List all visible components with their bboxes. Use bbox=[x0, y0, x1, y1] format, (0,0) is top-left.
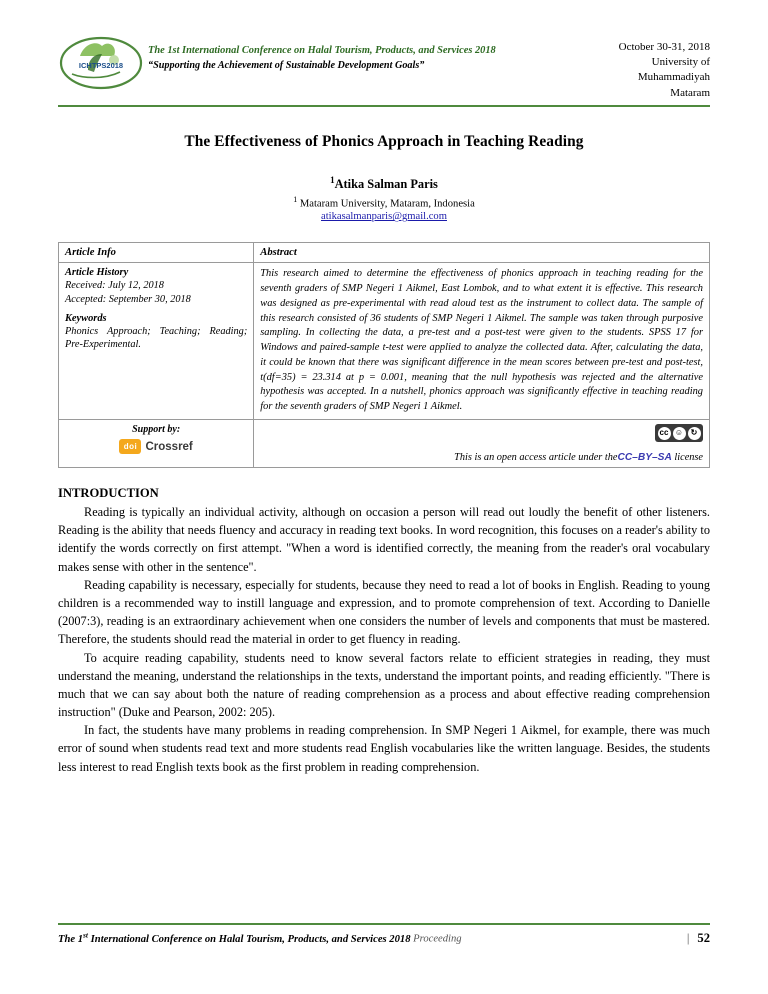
page-number: 52 bbox=[697, 931, 710, 945]
cc-by-icon: ☺ bbox=[673, 427, 686, 440]
affiliation-label: Mataram University, Mataram, Indonesia bbox=[299, 198, 475, 210]
footer-proceeding-label: Proceeding bbox=[413, 934, 462, 945]
body-paragraph-2: Reading capability is necessary, especially for students, because they need to read a lot of books in English. Reading to young children is a recommended way to instill language and expression, and to promote comprehension of text. According to Danielle (2007:3), reading is an extraordinary achievement when one considers the number of levels and components that must be mastered. Therefore, the students should read the material in order to get fluency in reading. bbox=[58, 577, 710, 647]
creative-commons-icon[interactable] bbox=[655, 424, 703, 442]
venue-line-2: Muhammadiyah bbox=[637, 71, 710, 84]
svg-text:ICHTPS2018: ICHTPS2018 bbox=[78, 61, 124, 70]
affiliation bbox=[58, 195, 710, 210]
header-conference-text bbox=[144, 34, 560, 72]
license-cell bbox=[254, 420, 710, 468]
email-link[interactable]: atikasalmanparis@gmail.com bbox=[321, 211, 447, 223]
author-label: Atika Salman Paris bbox=[334, 176, 438, 191]
cc-mark-icon: cc bbox=[658, 427, 671, 440]
author-name bbox=[58, 175, 710, 192]
author-email bbox=[58, 211, 710, 222]
cc-sa-icon: ↻ bbox=[688, 427, 701, 440]
article-info-cell bbox=[59, 263, 254, 420]
footer-page-block bbox=[687, 931, 710, 946]
table-row-content bbox=[59, 263, 710, 420]
article-history-label: Article History bbox=[65, 267, 129, 279]
abstract-cell bbox=[254, 263, 710, 420]
license-prefix: This is an open access article under the bbox=[454, 452, 618, 463]
license-suffix: license bbox=[671, 452, 703, 463]
body-paragraph-1: Reading is typically an individual activity, although on occasion a person will read out loudly the benefit of other listeners. Reading is the ability that needs fluency and accuracy in reading text books. In word recognition, this focuses on a reader's ability to identify the words correctly on first attempt. "When a word is identified correctly, the meaning from the reader's oral vocabulary makes sense with other in the sentence". bbox=[58, 505, 710, 574]
page-footer bbox=[58, 923, 710, 946]
body-paragraph-4: In fact, the students have many problems in reading comprehension. In SMP Negeri 1 Aikmel, for example, there was much error of sound when students read text and more students read English vocabularies like the written language. Besides, the students less interest to read English texts book as the first problem in reading comprehension. bbox=[58, 723, 710, 774]
table-row-footer bbox=[59, 420, 710, 468]
header-venue-block bbox=[560, 34, 710, 101]
support-cell bbox=[59, 420, 254, 468]
footer-conference-title: The 1st International Conference on Halal Tourism, Products, and Services 2018 bbox=[58, 930, 411, 945]
conference-date: October 30-31, 2018 bbox=[618, 41, 710, 53]
received-date: Received: July 12, 2018 bbox=[65, 280, 164, 292]
article-info-table bbox=[58, 242, 710, 468]
license-statement bbox=[260, 442, 703, 463]
affiliation-superscript: 1 bbox=[293, 194, 298, 204]
support-label: Support by: bbox=[132, 424, 181, 435]
table-row-headers bbox=[59, 243, 710, 263]
keywords-text: Phonics Approach; Teaching; Reading; Pre-Experimental. bbox=[65, 325, 248, 351]
article-info-header: Article Info bbox=[59, 243, 254, 263]
footer-separator: | bbox=[686, 931, 690, 945]
crossref-label: Crossref bbox=[145, 440, 193, 453]
accepted-date: Accepted: September 30, 2018 bbox=[65, 293, 191, 305]
conference-title: The 1st International Conference on Halal Tourism, Products, and Services 2018 bbox=[148, 45, 496, 56]
doi-icon: doi bbox=[119, 439, 141, 454]
venue-line-1: University of bbox=[651, 56, 710, 69]
section-heading-introduction: INTRODUCTION bbox=[58, 486, 159, 500]
conference-logo-icon bbox=[58, 34, 144, 92]
footer-text bbox=[58, 930, 687, 945]
page-header bbox=[58, 34, 710, 107]
license-name: CC–BY–SA bbox=[617, 452, 672, 463]
abstract-text: This research aimed to determine the effectiveness of phonics approach in teaching reading for the seventh graders of SMP Negeri 1 Aikmel, East Lombok, and to what extent it is effective. This research was designed as pre-experimental with read aloud test as the instrument to collect data. The sample of this research consisted of 36 students of SMP Negeri 1 Aikmel. The sample was taken through purposive sampling. In collecting the data, a pre-test and a post-test were given to the students. SPSS 17 for Windows and paired-sample t-test were applied to analyze the collected data. After, calculating the data, it could be known that there was significant difference in the mean scores between pre-test and post-test, t(df=35) = 23.314 at p = 0.001, meaning that the null hypothesis was rejected and the alternative hypothesis was accepted. In a nutshell, phonics approach was significantly effective in teaching reading for the seventh graders of SMP Negeri 1 Aikmel. bbox=[260, 268, 703, 413]
author-superscript: 1 bbox=[330, 174, 335, 185]
keywords-label: Keywords bbox=[65, 312, 107, 324]
conference-subtitle: “Supporting the Achievement of Sustainable Development Goals” bbox=[148, 60, 425, 71]
venue-line-3: Mataram bbox=[670, 86, 710, 99]
body-paragraph-3: To acquire reading capability, students need to know several factors relate to efficient strategies in reading, they must understand the meaning, understand the relationships in the texts, understand the important points, and reading efficiently. "There is much that we can say about both the nature of reading comprehension as a process and about effective reading comprehension instruction" (Duke and Pearson, 2002: 205). bbox=[58, 650, 710, 720]
abstract-header: Abstract bbox=[254, 243, 710, 263]
page-title: The Effectiveness of Phonics Approach in Teaching Reading bbox=[184, 132, 584, 150]
crossref-logo bbox=[65, 439, 247, 454]
